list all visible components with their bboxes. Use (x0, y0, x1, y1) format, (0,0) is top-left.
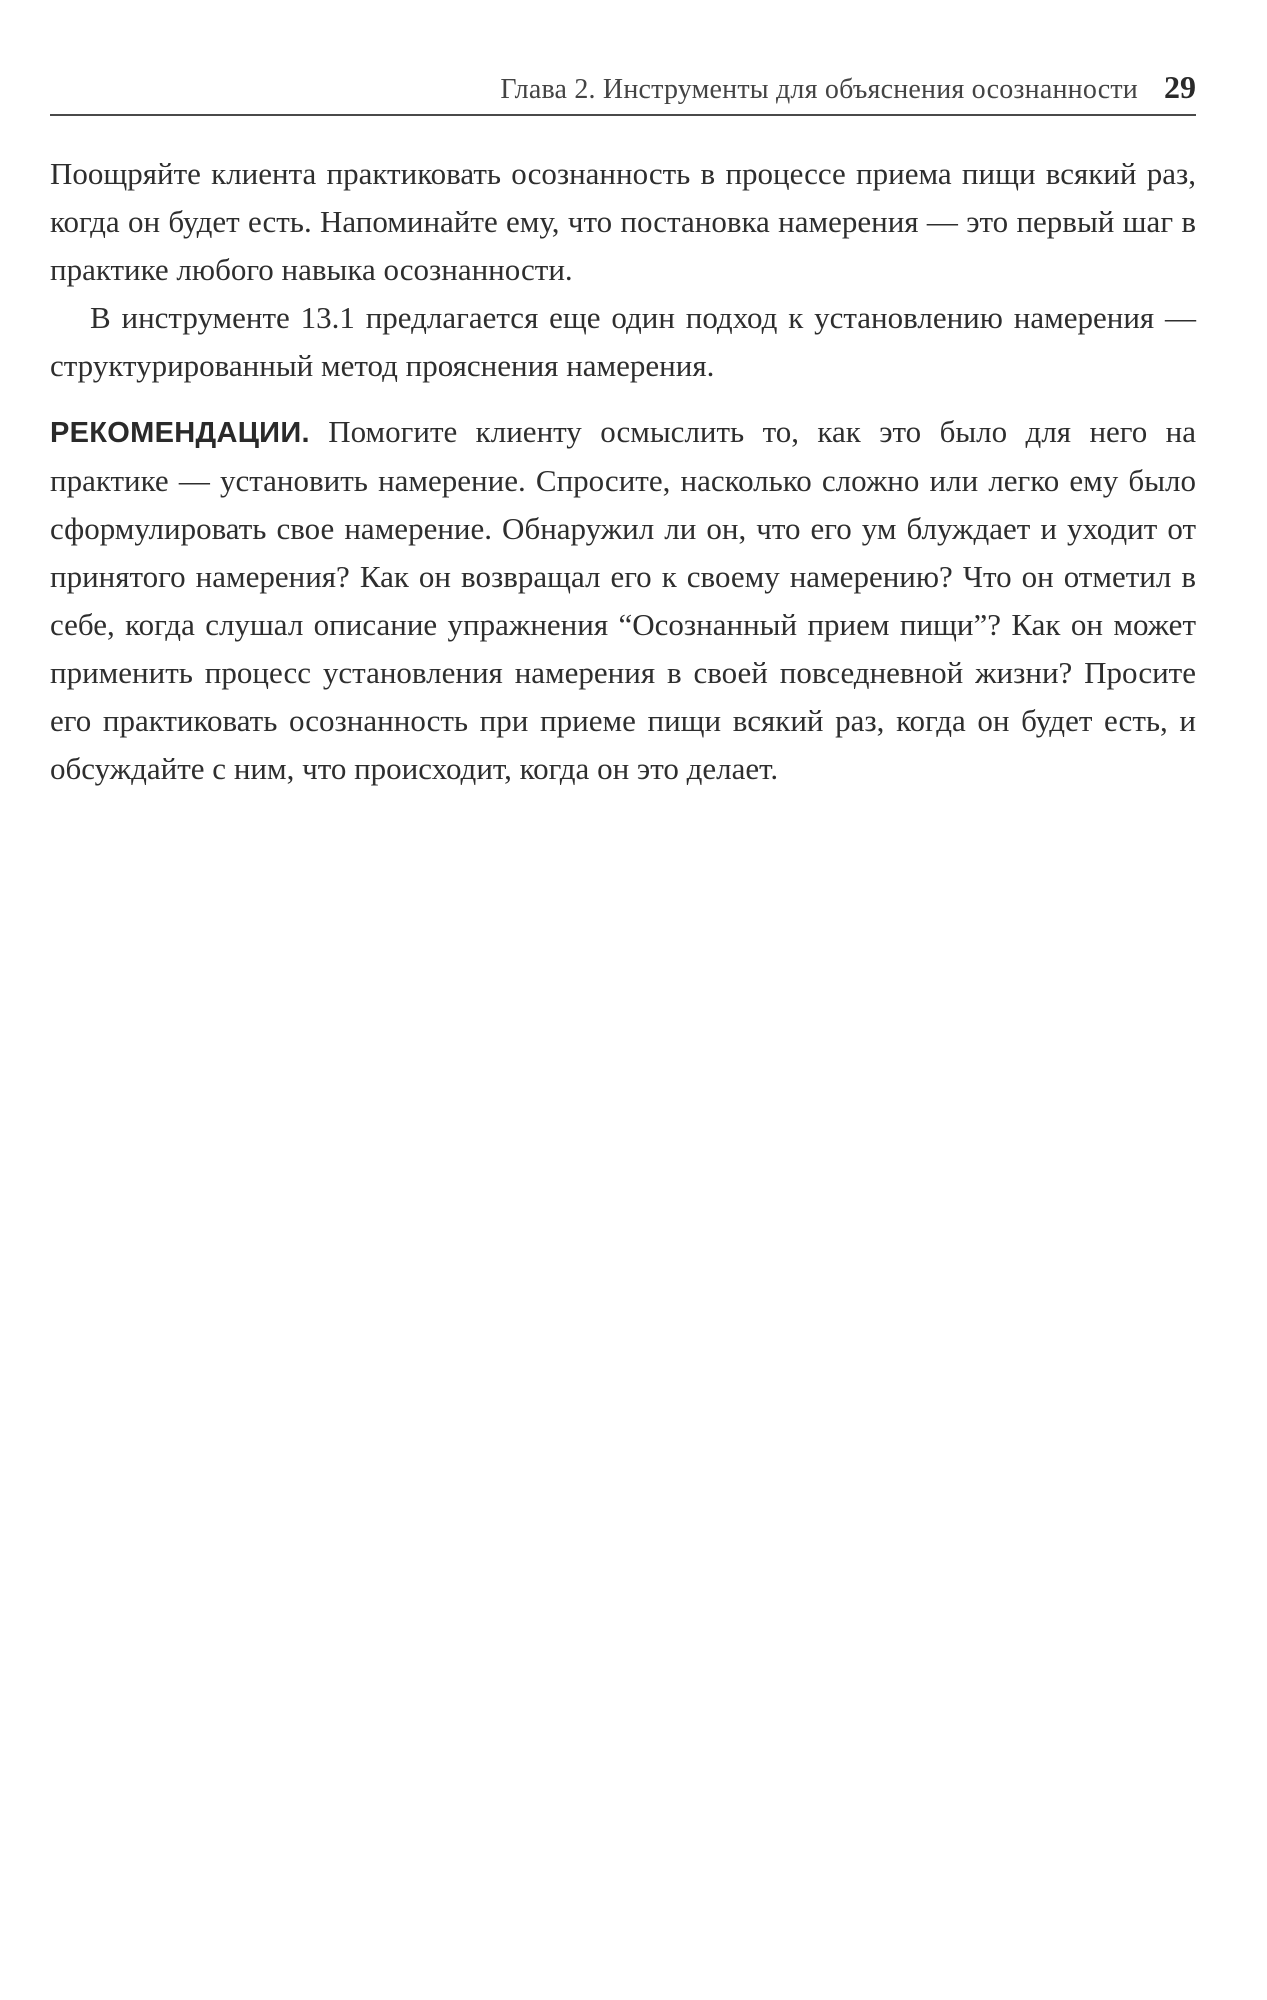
body-text (50, 150, 1196, 793)
paragraph-encourage-practice: Поощряйте клиента практиковать осознанность в процессе приема пищи всякий раз, когда он будет есть. Напоминайте ему, что постановка намерения — это первый шаг в практике любого навыка осознанности. (50, 156, 1196, 287)
recommendations-paragraph (50, 408, 1196, 793)
recommendations-text: Помогите клиенту осмыслить то, как это было для него на практике — установить намерение. Спросите, насколько сложно или легко ему было сформулировать свое намерение. Обнаружил ли он, что его ум блуждает и уходит от принятого намерения? Как он возвращал его к своему намерению? Что он отметил в себе, когда слушал описание упражнения “Осознанный прием пищи”? Как он может применить процесс установления намерения в своей повседневной жизни? Просите его практиковать осознанность при приеме пищи всякий раз, когда он будет есть, и обсуждайте с ним, что происходит, когда он это делает. (50, 414, 1197, 786)
paragraph-tool-reference: В инструменте 13.1 предлагается еще один подход к установлению намерения — структурированный метод прояснения намерения. (50, 300, 1196, 383)
chapter-title: Глава 2. Инструменты для объяснения осознанности (500, 74, 1138, 105)
page-number: 29 (1164, 69, 1196, 105)
running-header (50, 66, 1196, 116)
recommendations-heading: РЕКОМЕНДАЦИИ. (50, 417, 310, 449)
